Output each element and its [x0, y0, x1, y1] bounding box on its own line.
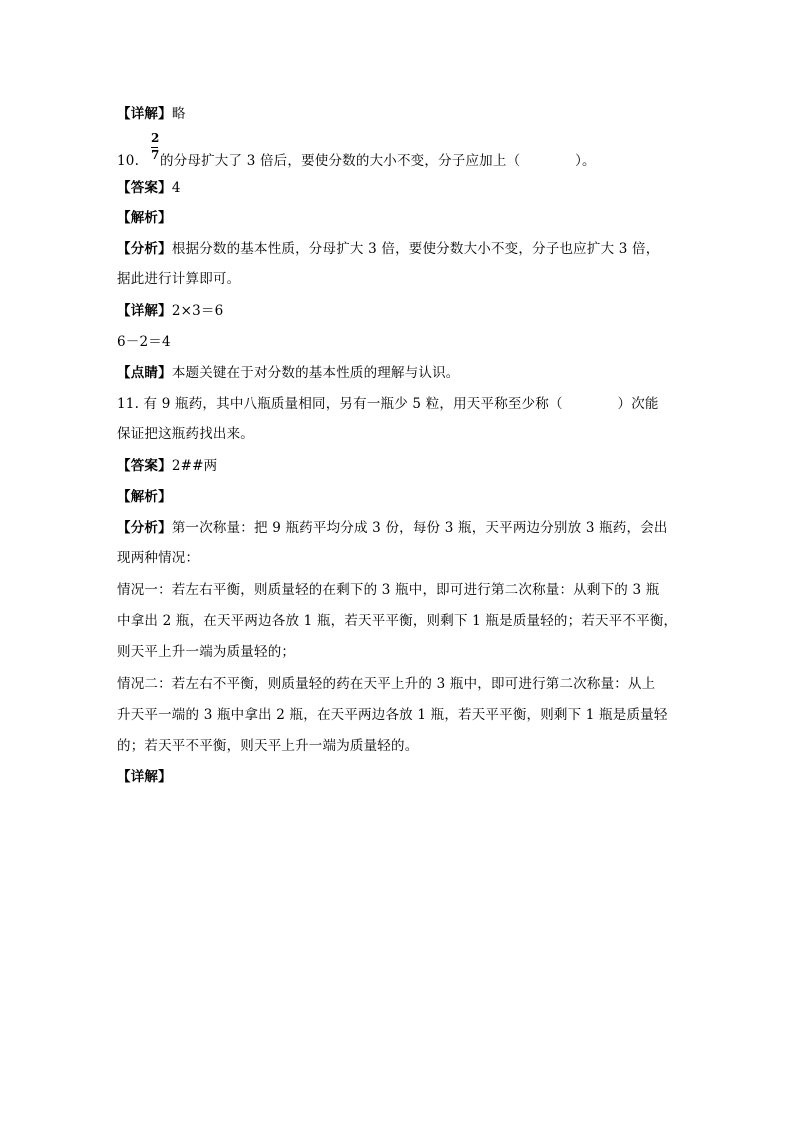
xiangjie-text: 2×3＝6 [171, 303, 224, 319]
case2-line2: 升天平一端的 3 瓶中拿出 2 瓶，在天平两边各放 1 瓶，若天平平衡，则剩下 1 瓶是质量轻 [117, 707, 668, 723]
xiangjie-label: 【详解】 [117, 769, 172, 785]
fenxi-text: 第一次称量：把 9 瓶药平均分成 3 份，每份 3 瓶，天平两边分别放 3 瓶药，会出 [171, 520, 668, 536]
xiangjie-11-heading [117, 768, 172, 786]
case1-line1: 情况一：若左右平衡，则质量轻的在剩下的 3 瓶中，即可进行第二次称量：从剩下的 3 瓶 [117, 582, 660, 598]
question-10-text: 的分母扩大了 3 倍后，要使分数的大小不变，分子应加上（ ）。 [160, 153, 596, 169]
answer-text: 2##两 [171, 458, 218, 474]
fenxi-text: 根据分数的基本性质，分母扩大 3 倍，要使分数大小不变，分子也应扩大 3 倍， [171, 241, 660, 257]
question-10-number [117, 152, 139, 170]
analysis-label: 【解析】 [117, 489, 172, 505]
fenxi-10-line1 [117, 240, 659, 258]
fenxi-11-line1 [117, 519, 668, 537]
fenxi-10-line2: 据此进行计算即可。 [117, 271, 241, 287]
fraction-numerator: 2 [151, 131, 160, 145]
dianjing-label: 【点睛】 [117, 365, 172, 381]
dianjing-text: 本题关键在于对分数的基本性质的理解与认识。 [171, 365, 460, 381]
detail-label: 【详解】 [117, 106, 172, 122]
answer-text: 4 [171, 180, 181, 196]
calc-10-line: 6－2＝4 [117, 334, 171, 350]
answer-11-line [117, 457, 217, 475]
case2-line3: 的；若天平不平衡，则天平上升一端为质量轻的。 [117, 738, 419, 754]
dianjing-10-line [117, 364, 460, 382]
case2-line1: 情况二：若左右不平衡，则质量轻的药在天平上升的 3 瓶中，即可进行第二次称量：从上 [117, 676, 656, 692]
xiangjie-10-line [117, 302, 223, 320]
question-10-num: 10. [117, 153, 140, 169]
fraction-denominator: 7 [151, 148, 160, 162]
analysis-label: 【解析】 [117, 210, 172, 226]
fenxi-label: 【分析】 [117, 241, 172, 257]
question-11-line1: 11. 有 9 瓶药，其中八瓶质量相同，另有一瓶少 5 粒，用天平称至少称（ ）次能 [117, 396, 659, 412]
case1-line2: 中拿出 2 瓶，在天平两边各放 1 瓶，若天平平衡，则剩下 1 瓶是质量轻的；若天平不平衡， [117, 613, 678, 629]
answer-label: 【答案】 [117, 458, 172, 474]
analysis-10-heading [117, 209, 172, 227]
detail-line [117, 105, 186, 123]
xiangjie-label: 【详解】 [117, 303, 172, 319]
fenxi-11-line2: 现两种情况： [117, 550, 200, 566]
analysis-11-heading [117, 488, 172, 506]
answer-10-line [117, 179, 181, 197]
case1-line3: 则天平上升一端为质量轻的； [117, 644, 296, 660]
fenxi-label: 【分析】 [117, 520, 172, 536]
question-11-line2: 保证把这瓶药找出来。 [117, 426, 254, 442]
detail-text: 略 [171, 106, 186, 122]
answer-label: 【答案】 [117, 180, 172, 196]
